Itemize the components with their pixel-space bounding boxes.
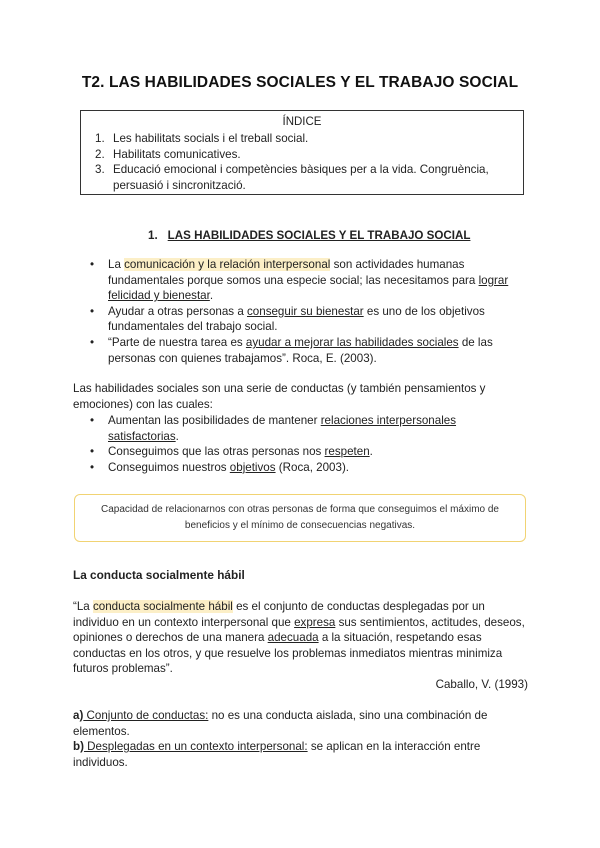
- underlined-text: conseguir su bienestar: [247, 304, 364, 318]
- underlined-text: Conjunto de conductas:: [83, 709, 209, 722]
- list-item: • “Parte de nuestra tarea es ayudar a mejorar las habilidades sociales de las personas con quienes trabajamos”. Roca, E. (2003).: [86, 335, 526, 366]
- index-heading: ÍNDICE: [282, 116, 322, 128]
- page-title: T2. LAS HABILIDADES SOCIALES Y EL TRABAJO SOCIAL: [81, 74, 519, 91]
- list-item: • La comunicación y la relación interpersonal son actividades humanas fundamentales porque somos una especie social; las necesitamos para lograr felicidad y bienestar.: [86, 257, 526, 304]
- underlined-text: ayudar a mejorar las habilidades sociales: [245, 335, 459, 349]
- index-box: [80, 110, 524, 195]
- citation: Caballo, V. (1993): [435, 678, 528, 691]
- point-b: b) Desplegadas en un contexto interpersonal: se aplican en la interacción entre individuos.: [73, 740, 481, 769]
- intro-paragraph: Las habilidades sociales son una serie de conductas (y también pensamientos y emociones) con las cuales:: [73, 382, 486, 411]
- quote-paragraph: “La conducta socialmente hábil es el conjunto de conductas desplegadas por un individuo en un contexto interpersonal que expresa sus sentimientos, actitudes, deseos, opiniones o derechos de una manera adecuada a la situación, respetando esas conductas en los otros, y que resuelve los problemas inmediatos mientras minimiza futuros problemas”.: [73, 600, 525, 676]
- index-item: 1. Les habilitats socials i el treball social.: [95, 132, 309, 145]
- skills-list: [86, 413, 526, 475]
- subsection-heading: La conducta socialmente hábil: [73, 568, 245, 582]
- list-item: • Ayudar a otras personas a conseguir su bienestar es uno de los objetivos fundamentales del trabajo social.: [86, 304, 526, 335]
- underlined-text: lograr felicidad y bienestar: [108, 273, 509, 303]
- list-item: • Conseguimos que las otras personas nos respeten.: [86, 444, 526, 460]
- index-item: 2. Habilitats comunicatives.: [95, 147, 241, 161]
- definition-callout: Capacidad de relacionarnos con otras personas de forma que conseguimos el máximo de beneficios y el mínimo de consecuencias negativas.: [74, 494, 526, 542]
- underlined-text: respeten: [324, 445, 370, 459]
- point-a: a) Conjunto de conductas: no es una conducta aislada, sino una combinación de elementos.: [73, 709, 488, 738]
- section-bullet-list: [86, 257, 526, 366]
- underlined-text: Desplegadas en un contexto interpersonal:: [83, 740, 308, 753]
- highlight: comunicación y la relación interpersonal: [124, 258, 331, 271]
- underlined-text: relaciones interpersonales satisfactorias: [108, 414, 457, 443]
- section-heading: 1. LAS HABILIDADES SOCIALES Y EL TRABAJO SOCIAL: [148, 229, 471, 242]
- highlight: conducta socialmente hábil: [92, 600, 233, 613]
- underlined-text: adecuada: [267, 631, 319, 645]
- index-item: 3. Educació emocional i competències bàsiques per a la vida. Congruència, persuasió i sincronització.: [95, 163, 489, 192]
- list-item: • Conseguimos nuestros objetivos (Roca, 2003).: [86, 460, 526, 476]
- list-item: • Aumentan las posibilidades de mantener relaciones interpersonales satisfactorias.: [86, 413, 526, 444]
- underlined-text: objetivos: [229, 460, 276, 474]
- underlined-text: expresa: [294, 615, 336, 629]
- index-list: [95, 131, 515, 193]
